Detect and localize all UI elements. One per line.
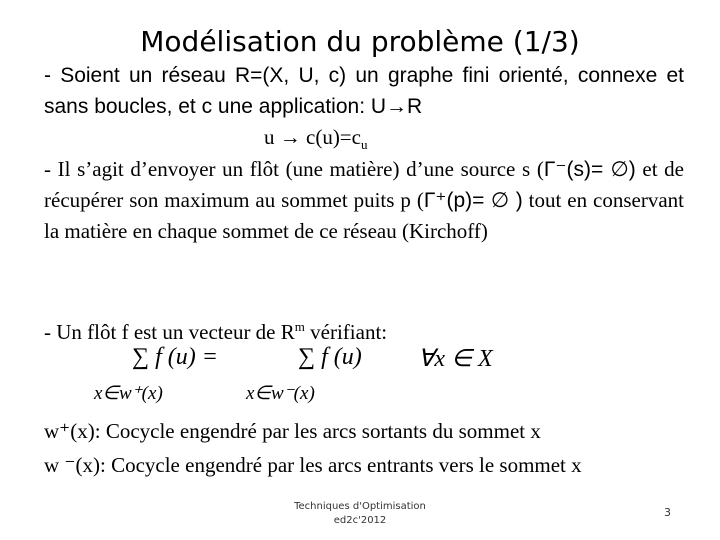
flow-goal-text-c: et de récupérer son maximum au sommet puits p (	[44, 157, 684, 212]
paragraph-flow-goal	[44, 154, 684, 246]
cocycle-plus-definition: w⁺(x): Cocycle engendré par les arcs sortants du sommet x	[44, 419, 541, 443]
flow-vector-definition	[44, 312, 387, 347]
footer-year: ed2c'2012	[333, 515, 387, 526]
page-number: 3	[664, 506, 671, 519]
network-definition-text: - Soient un réseau R=(X, U, c) un graphe fini orienté, connexe et sans boucles, et c une application: U→R	[44, 64, 684, 118]
cocycle-minus-definition: w ⁻(x): Cocycle engendré par les arcs entrants vers le sommet x	[44, 453, 582, 477]
flow-vector-text-a: - Un flôt f est un vecteur de R	[44, 320, 295, 344]
mapping-subscript: u	[360, 137, 368, 153]
sink-condition: Γ⁺(p)= ∅ )	[423, 189, 523, 212]
slide-footer	[260, 500, 460, 528]
formula-quantifier: ∀x ∈ X	[418, 346, 493, 372]
flow-vector-exponent: m	[294, 319, 305, 334]
flow-vector-text-b: vérifiant:	[304, 320, 388, 344]
mapping-text: u → c(u)=c	[264, 125, 361, 149]
formula-lhs-subscript: x∈w⁺(x)	[94, 383, 163, 404]
source-condition: Γ⁻(s)= ∅)	[543, 158, 636, 181]
flow-goal-text-e: tout en conservant la matière en chaque sommet de ce réseau (Kirchoff)	[44, 188, 684, 243]
formula-rhs-subscript: x∈w⁻(x)	[246, 383, 315, 404]
formula-rhs: ∑ f (u)	[298, 344, 362, 370]
formula-lhs: ∑ f (u) =	[132, 344, 218, 370]
kirchhoff-formula	[88, 344, 548, 408]
slide-title: Modélisation du problème (1/3)	[140, 25, 580, 58]
flow-goal-text-a: - Il s’agit d’envoyer un flôt (une matière) d’une source s (	[44, 157, 544, 181]
paragraph-network-definition	[44, 60, 684, 122]
footer-course-name: Techniques d'Optimisation	[294, 501, 426, 512]
